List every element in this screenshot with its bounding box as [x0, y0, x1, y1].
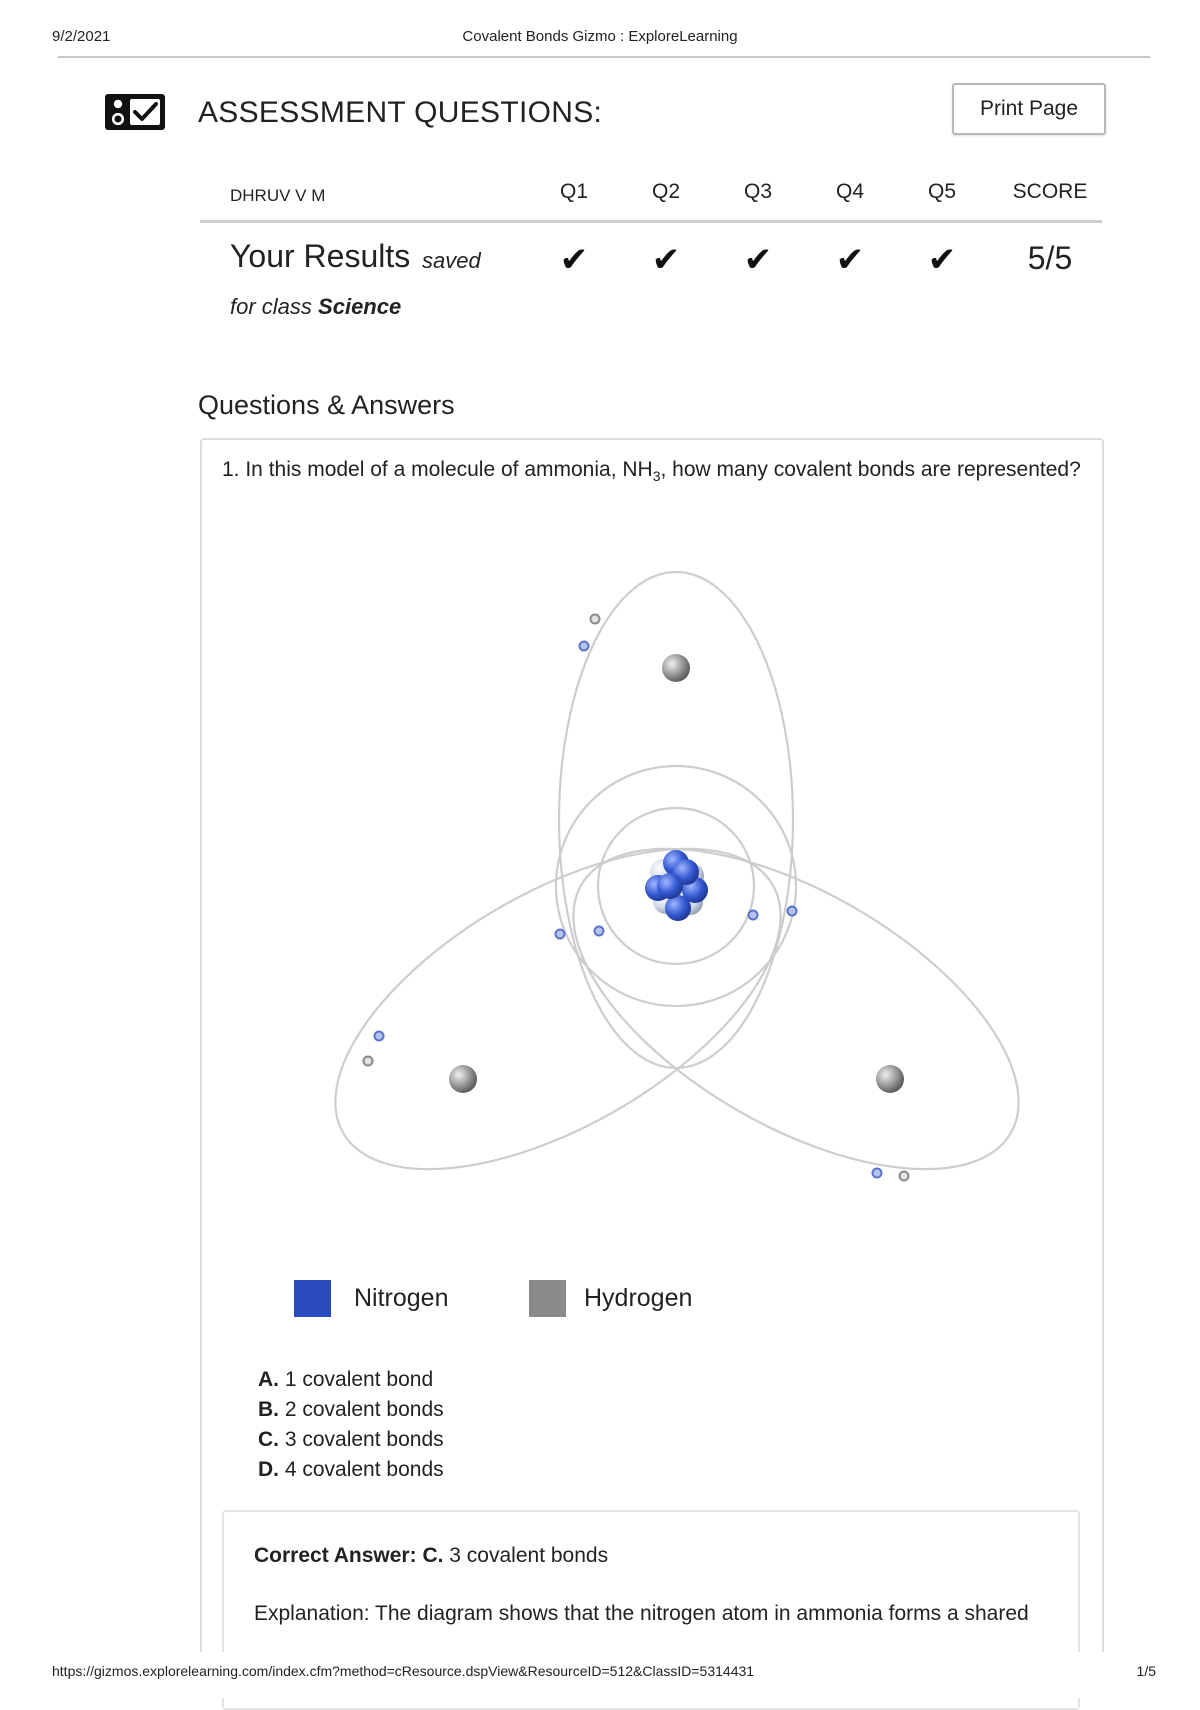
option-letter: D. — [258, 1458, 279, 1481]
electron — [873, 1169, 882, 1178]
hydrogen-atom-top — [662, 654, 690, 682]
hydrogen-electron — [591, 615, 600, 624]
print-footer-url: https://gizmos.explorelearning.com/index.cfm?method=cResource.dspView&ResourceID=512&ClassID=5314431 — [52, 1663, 755, 1679]
electron — [749, 911, 758, 920]
correct-answer-label: Correct Answer: — [254, 1544, 417, 1567]
table-divider — [200, 220, 1102, 223]
score-value: 5/5 — [1027, 240, 1073, 276]
class-prefix: for class — [230, 294, 312, 319]
q3-correct-check-icon: ✔ — [743, 241, 773, 279]
legend-nitrogen-swatch — [294, 1280, 331, 1317]
hydrogen-electron — [900, 1172, 909, 1181]
checklist-icon — [104, 93, 166, 131]
option-d — [258, 1458, 444, 1482]
option-letter: A. — [258, 1368, 279, 1391]
top-bond-orbit — [559, 572, 793, 1068]
electron — [375, 1032, 384, 1041]
explanation-text: Explanation: The diagram shows that the nitrogen atom in ammonia forms a shared — [254, 1602, 1029, 1625]
header-score: SCORE — [1012, 180, 1088, 203]
your-results-title: Your Results — [230, 238, 411, 274]
q1-correct-check-icon: ✔ — [559, 241, 589, 279]
hydrogen-atom-right — [876, 1065, 904, 1093]
option-text: 1 covalent bond — [284, 1368, 434, 1391]
header-q5: Q5 — [927, 180, 956, 203]
print-date: 9/2/2021 — [52, 28, 111, 45]
nitrogen-nucleus — [645, 850, 708, 921]
question-suffix: , how many covalent bonds are represented? — [660, 458, 1081, 481]
electron — [788, 907, 797, 916]
print-page-title: Covalent Bonds Gizmo : ExploreLearning — [462, 28, 738, 45]
header-q2: Q2 — [651, 180, 680, 203]
electron — [556, 930, 565, 939]
option-c — [258, 1428, 444, 1452]
assessment-title: ASSESSMENT QUESTIONS: — [198, 96, 603, 129]
ammonia-molecule-diagram — [200, 520, 1104, 1200]
option-text: 2 covalent bonds — [284, 1398, 444, 1421]
right-bond-orbit — [523, 784, 1070, 1200]
correct-answer-letter: C. — [422, 1544, 444, 1567]
header-q3: Q3 — [743, 180, 772, 203]
student-name: DHRUV V M — [230, 186, 326, 205]
option-text: 4 covalent bonds — [284, 1458, 444, 1481]
hydrogen-atom-left — [449, 1065, 477, 1093]
header-q1: Q1 — [559, 180, 588, 203]
electron — [595, 927, 604, 936]
option-a — [258, 1368, 433, 1392]
class-name: Science — [318, 294, 402, 319]
legend-hydrogen-swatch — [529, 1280, 566, 1317]
option-b — [258, 1398, 444, 1422]
q4-correct-check-icon: ✔ — [835, 241, 865, 279]
question-text — [222, 458, 1081, 484]
question-subscript: 3 — [652, 468, 661, 485]
legend-hydrogen-label: Hydrogen — [584, 1284, 693, 1312]
print-footer-page-number: 1/5 — [1136, 1663, 1156, 1679]
header-q4: Q4 — [835, 180, 864, 203]
correct-answer-text: 3 covalent bonds — [449, 1544, 609, 1567]
qa-heading: Questions & Answers — [198, 390, 455, 420]
electron — [580, 642, 589, 651]
option-letter: C. — [258, 1428, 279, 1451]
option-letter: B. — [258, 1398, 279, 1421]
class-label — [230, 294, 401, 320]
print-page-button[interactable]: Print Page — [952, 83, 1106, 135]
left-bond-orbit — [285, 784, 832, 1200]
legend-nitrogen-label: Nitrogen — [354, 1284, 449, 1312]
hydrogen-electron — [364, 1057, 373, 1066]
option-text: 3 covalent bonds — [284, 1428, 444, 1451]
saved-label: saved — [422, 248, 481, 273]
question-prefix: 1. In this model of a molecule of ammonia, NH — [222, 458, 653, 481]
q2-correct-check-icon: ✔ — [651, 241, 681, 279]
header-divider — [58, 56, 1150, 58]
q5-correct-check-icon: ✔ — [927, 241, 957, 279]
correct-answer — [254, 1544, 608, 1568]
